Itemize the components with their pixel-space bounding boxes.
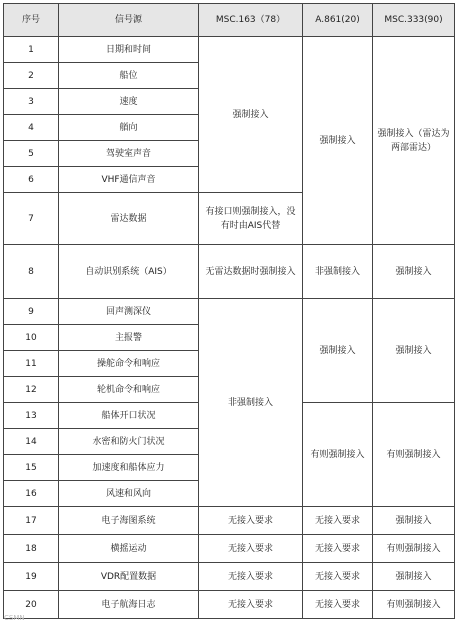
a861-cell: 无接入要求 — [303, 591, 373, 619]
signal-source: 驾驶室声音 — [59, 141, 199, 167]
a861-cell: 强制接入 — [303, 299, 373, 403]
row-number: 11 — [4, 351, 59, 377]
signal-source: 横摇运动 — [59, 535, 199, 563]
signal-source: 风速和风向 — [59, 481, 199, 507]
a861-cell: 有则强制接入 — [303, 403, 373, 507]
msc333-cell: 有则强制接入 — [373, 591, 455, 619]
signal-source: 电子海图系统 — [59, 507, 199, 535]
header-msc333: MSC.333(90) — [373, 4, 455, 37]
row-number: 17 — [4, 507, 59, 535]
table-row — [4, 535, 455, 563]
table-row — [4, 299, 455, 325]
signal-source: 水密和防火门状况 — [59, 429, 199, 455]
table-row — [4, 507, 455, 535]
table-row — [4, 37, 455, 63]
vdr-signal-table — [3, 3, 455, 619]
row-number: 6 — [4, 167, 59, 193]
signal-source: 回声测深仪 — [59, 299, 199, 325]
msc333-cell: 强制接入 — [373, 245, 455, 299]
bottom-crop — [0, 624, 461, 629]
a861-cell: 无接入要求 — [303, 507, 373, 535]
signal-source: VHF通信声音 — [59, 167, 199, 193]
row-number: 9 — [4, 299, 59, 325]
signal-source: VDR配置数据 — [59, 563, 199, 591]
table-row — [4, 591, 455, 619]
signal-source: 船位 — [59, 63, 199, 89]
header-a861: A.861(20) — [303, 4, 373, 37]
row-number: 14 — [4, 429, 59, 455]
signal-source: 轮机命令和响应 — [59, 377, 199, 403]
row-number: 8 — [4, 245, 59, 299]
row-number: 16 — [4, 481, 59, 507]
a861-cell: 强制接入 — [303, 37, 373, 245]
msc163-cell: 强制接入 — [199, 37, 303, 193]
msc163-cell: 无接入要求 — [199, 563, 303, 591]
signal-source: 自动识别系统（AIS） — [59, 245, 199, 299]
msc163-cell: 无接入要求 — [199, 535, 303, 563]
msc333-cell: 有则强制接入 — [373, 403, 455, 507]
signal-source: 雷达数据 — [59, 193, 199, 245]
signal-source: 船体开口状况 — [59, 403, 199, 429]
msc163-cell: 无接入要求 — [199, 507, 303, 535]
signal-source: 日期和时间 — [59, 37, 199, 63]
signal-source: 操舵命令和响应 — [59, 351, 199, 377]
signal-source: 主报警 — [59, 325, 199, 351]
row-number: 15 — [4, 455, 59, 481]
row-number: 1 — [4, 37, 59, 63]
row-number: 19 — [4, 563, 59, 591]
row-number: 18 — [4, 535, 59, 563]
signal-source: 加速度和船体应力 — [59, 455, 199, 481]
row-number: 10 — [4, 325, 59, 351]
table-row — [4, 245, 455, 299]
row-number: 12 — [4, 377, 59, 403]
msc163-cell: 无雷达数据时强制接入 — [199, 245, 303, 299]
header-msc163: MSC.163（78） — [199, 4, 303, 37]
msc333-cell: 强制接入 — [373, 507, 455, 535]
header-source: 信号源 — [59, 4, 199, 37]
row-number: 13 — [4, 403, 59, 429]
table-row — [4, 563, 455, 591]
row-number: 3 — [4, 89, 59, 115]
a861-cell: 无接入要求 — [303, 563, 373, 591]
a861-cell: 无接入要求 — [303, 535, 373, 563]
row-number: 2 — [4, 63, 59, 89]
msc333-cell: 强制接入（雷达为两部雷达） — [373, 37, 455, 245]
row-number: 5 — [4, 141, 59, 167]
row-number: 20 — [4, 591, 59, 619]
msc163-cell: 非强制接入 — [199, 299, 303, 507]
msc333-cell: 有则强制接入 — [373, 535, 455, 563]
header-row — [4, 4, 455, 37]
signal-source: 电子航海日志 — [59, 591, 199, 619]
msc163-cell: 有接口则强制接入，没有时由AIS代替 — [199, 193, 303, 245]
signal-source: 速度 — [59, 89, 199, 115]
row-number: 7 — [4, 193, 59, 245]
signal-source: 艏向 — [59, 115, 199, 141]
msc333-cell: 强制接入 — [373, 299, 455, 403]
watermark: CSMN — [4, 614, 25, 622]
msc163-cell: 无接入要求 — [199, 591, 303, 619]
row-number: 4 — [4, 115, 59, 141]
a861-cell: 非强制接入 — [303, 245, 373, 299]
msc333-cell: 强制接入 — [373, 563, 455, 591]
header-no: 序号 — [4, 4, 59, 37]
